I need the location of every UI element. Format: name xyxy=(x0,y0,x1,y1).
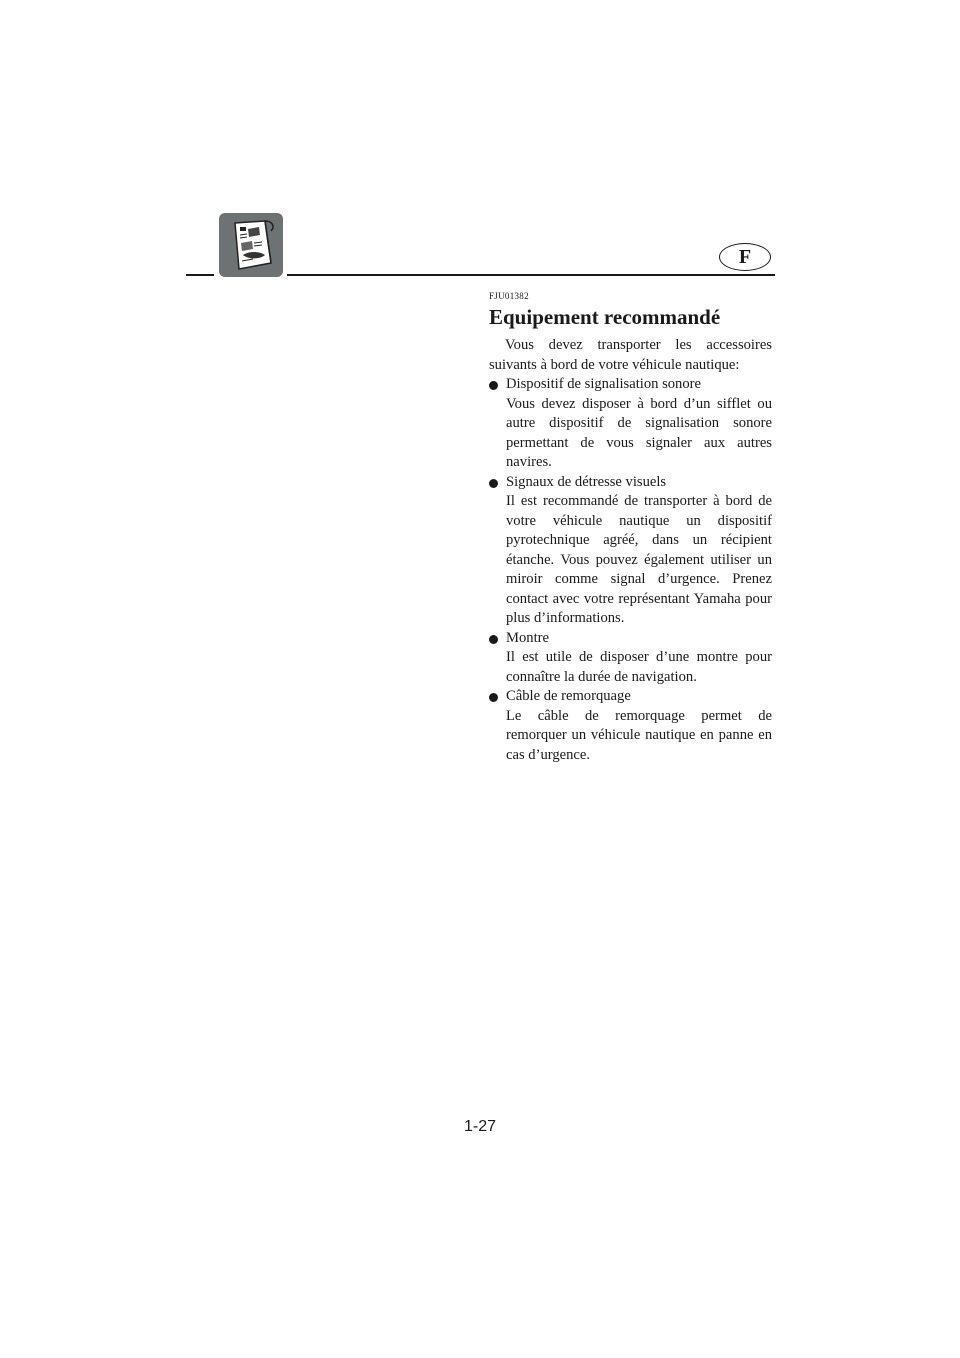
header-rule-right xyxy=(287,274,775,276)
list-item-text: Il est utile de disposer d’une montre pour connaître la durée de navigation. xyxy=(506,649,772,685)
list-item xyxy=(489,375,772,473)
bullet-icon xyxy=(489,479,498,488)
manual-booklet-icon xyxy=(219,213,283,277)
list-item-title: Signaux de détresse visuels xyxy=(506,473,667,490)
bullet-icon xyxy=(489,635,498,644)
list-item-text: Il est recommandé de transporter à bord de votre véhicule nautique un dispositif pyrotechnique agréé, dans un récipient étanche. Vous pouvez également utiliser un miroir comme signal d’urgence. Prenez contact avec votre représentant Yamaha pour plus d’informations. xyxy=(506,493,772,626)
equipment-list xyxy=(489,375,772,765)
language-badge xyxy=(719,243,771,271)
list-item-text: Le câble de remorquage permet de remorquer un véhicule nautique en panne en cas d’urgence. xyxy=(506,707,772,763)
bullet-icon xyxy=(489,381,498,390)
language-badge-label: F xyxy=(738,246,752,268)
bullet-icon xyxy=(489,693,498,702)
page-number: 1-27 xyxy=(463,1118,497,1135)
list-item-title: Montre xyxy=(506,629,549,646)
list-item xyxy=(489,473,772,629)
section-code: FJU01382 xyxy=(489,291,529,301)
list-item xyxy=(489,687,772,765)
section-title: Equipement recommandé xyxy=(489,305,721,329)
header-rule-left xyxy=(186,274,214,276)
list-item xyxy=(489,629,772,688)
section-content xyxy=(489,290,772,765)
list-item-title: Dispositif de signalisation sonore xyxy=(506,376,701,392)
section-intro: Vous devez transporter les accessoires suivants à bord de votre véhicule nautique: xyxy=(489,337,772,373)
list-item-title: Câble de remorquage xyxy=(506,688,631,704)
list-item-text: Vous devez disposer à bord d’un sifflet ou autre dispositif de signalisation sonore permettant de vous signaler aux autres navires. xyxy=(506,395,772,470)
